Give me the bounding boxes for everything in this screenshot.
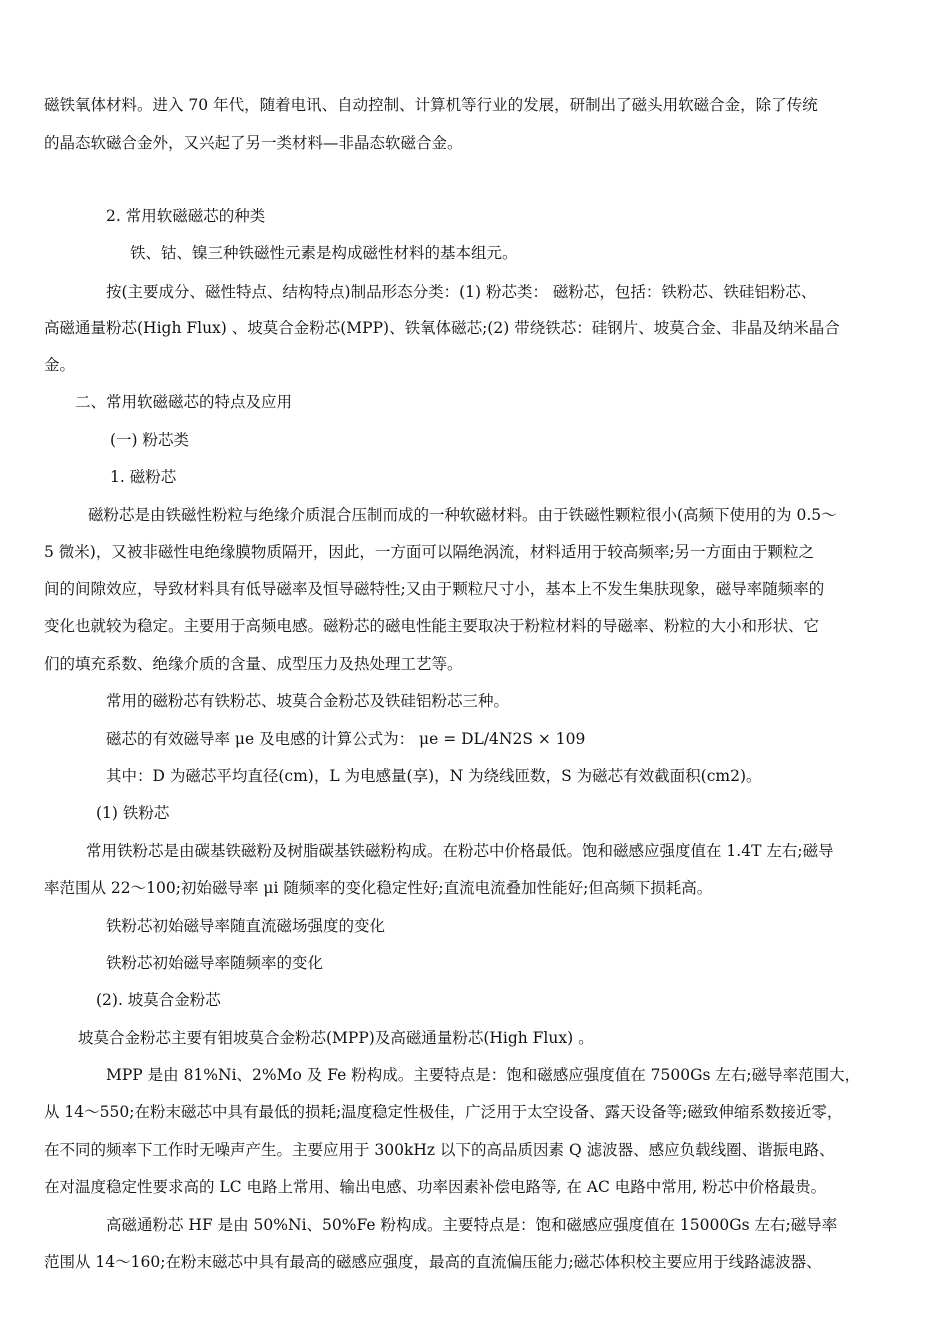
body-text-line: 间的间隙效应，导致材料具有低导磁率及恒导磁特性;又由于颗粒尺寸小，基本上不发生集肤现象，磁导率随频率的 [44, 580, 825, 598]
body-text-line: 们的填充系数、绝缘介质的含量、成型压力及热处理工艺等。 [44, 655, 463, 673]
body-text-line: 的晶态软磁合金外，又兴起了另一类材料—非晶态软磁合金。 [44, 134, 463, 152]
body-text-line: 在不同的频率下工作时无噪声产生。主要应用于 300kHz 以下的高品质因素 Q 滤波器、感应负载线圈、谐振电路、 [44, 1141, 835, 1159]
body-text-line: 高磁通粉芯 HF 是由 50%Ni、50%Fe 粉构成。主要特点是：饱和磁感应强度值在 15000Gs 左右;磁导率 [106, 1216, 838, 1234]
body-text-line: 金。 [44, 356, 76, 374]
body-text-line: 坡莫合金粉芯主要有钼坡莫合金粉芯(MPP)及高磁通量粉芯(High Flux) 。 [78, 1029, 594, 1047]
body-text-line: 5 微米)，又被非磁性电绝缘膜物质隔开，因此，一方面可以隔绝涡流，材料适用于较高频率;另一方面由于颗粒之 [44, 543, 815, 561]
body-text-line: MPP 是由 81%Ni、2%Mo 及 Fe 粉构成。主要特点是：饱和磁感应强度值在 7500Gs 左右;磁导率范围大， [106, 1066, 861, 1084]
formula-line: 磁芯的有效磁导率 μe 及电感的计算公式为： μe = DL/4N2S × 109 [106, 730, 586, 748]
body-text-line: 在对温度稳定性要求高的 LC 电路上常用、输出电感、功率因素补偿电路等, 在 AC 电路中常用, 粉芯中价格最贵。 [44, 1178, 827, 1196]
figure-caption: 铁粉芯初始磁导率随直流磁场强度的变化 [106, 917, 386, 935]
body-text-line: 从 14～550;在粉末磁芯中具有最低的损耗;温度稳定性极佳，广泛用于太空设备、露天设备等;磁致伸缩系数接近零， [44, 1103, 843, 1121]
body-text-line: 常用铁粉芯是由碳基铁磁粉及树脂碳基铁磁粉构成。在粉芯中价格最低。饱和磁感应强度值在 1.4T 左右;磁导 [86, 842, 834, 860]
body-text-line: 磁粉芯是由铁磁性粉粒与绝缘介质混合压制而成的一种软磁材料。由于铁磁性颗粒很小(高频下使用的为 0.5～ [88, 506, 837, 524]
body-text-line: 磁铁氧体材料。进入 70 年代，随着电讯、自动控制、计算机等行业的发展，研制出了磁头用软磁合金，除了传统 [44, 96, 818, 114]
body-text-line: 铁、钴、镍三种铁磁性元素是构成磁性材料的基本组元。 [130, 244, 518, 262]
body-text-line: 其中：D 为磁芯平均直径(cm)，L 为电感量(享)，N 为绕线匝数，S 为磁芯有效截面积(cm2)。 [106, 767, 762, 785]
body-text-line: 高磁通量粉芯(High Flux) 、坡莫合金粉芯(MPP)、铁氧体磁芯;(2) 带绕铁芯：硅钢片、坡莫合金、非晶及纳米晶合 [44, 319, 840, 337]
section-heading: 2. 常用软磁磁芯的种类 [106, 207, 266, 225]
body-text-line: 范围从 14～160;在粉末磁芯中具有最高的磁感应强度，最高的直流偏压能力;磁芯体积校主要应用于线路滤波器、 [44, 1253, 822, 1271]
subsection-heading: (1) 铁粉芯 [96, 804, 170, 822]
body-text-line: 变化也就较为稳定。主要用于高频电感。磁粉芯的磁电性能主要取决于粉粒材料的导磁率、粉粒的大小和形状、它 [44, 617, 820, 635]
subsection-heading: (一) 粉芯类 [110, 431, 190, 449]
body-text-line: 按(主要成分、磁性特点、结构特点)制品形态分类：(1) 粉芯类： 磁粉芯，包括：铁粉芯、铁硅铝粉芯、 [106, 283, 817, 301]
figure-caption: 铁粉芯初始磁导率随频率的变化 [106, 954, 324, 972]
subsection-heading: 1. 磁粉芯 [110, 468, 177, 486]
body-text-line: 率范围从 22～100;初始磁导率 μi 随频率的变化稳定性好;直流电流叠加性能好;但高频下损耗高。 [44, 879, 713, 897]
chapter-heading: 二、常用软磁磁芯的特点及应用 [75, 393, 293, 411]
body-text-line: 常用的磁粉芯有铁粉芯、坡莫合金粉芯及铁硅铝粉芯三种。 [106, 692, 510, 710]
subsection-heading: (2). 坡莫合金粉芯 [96, 991, 221, 1009]
